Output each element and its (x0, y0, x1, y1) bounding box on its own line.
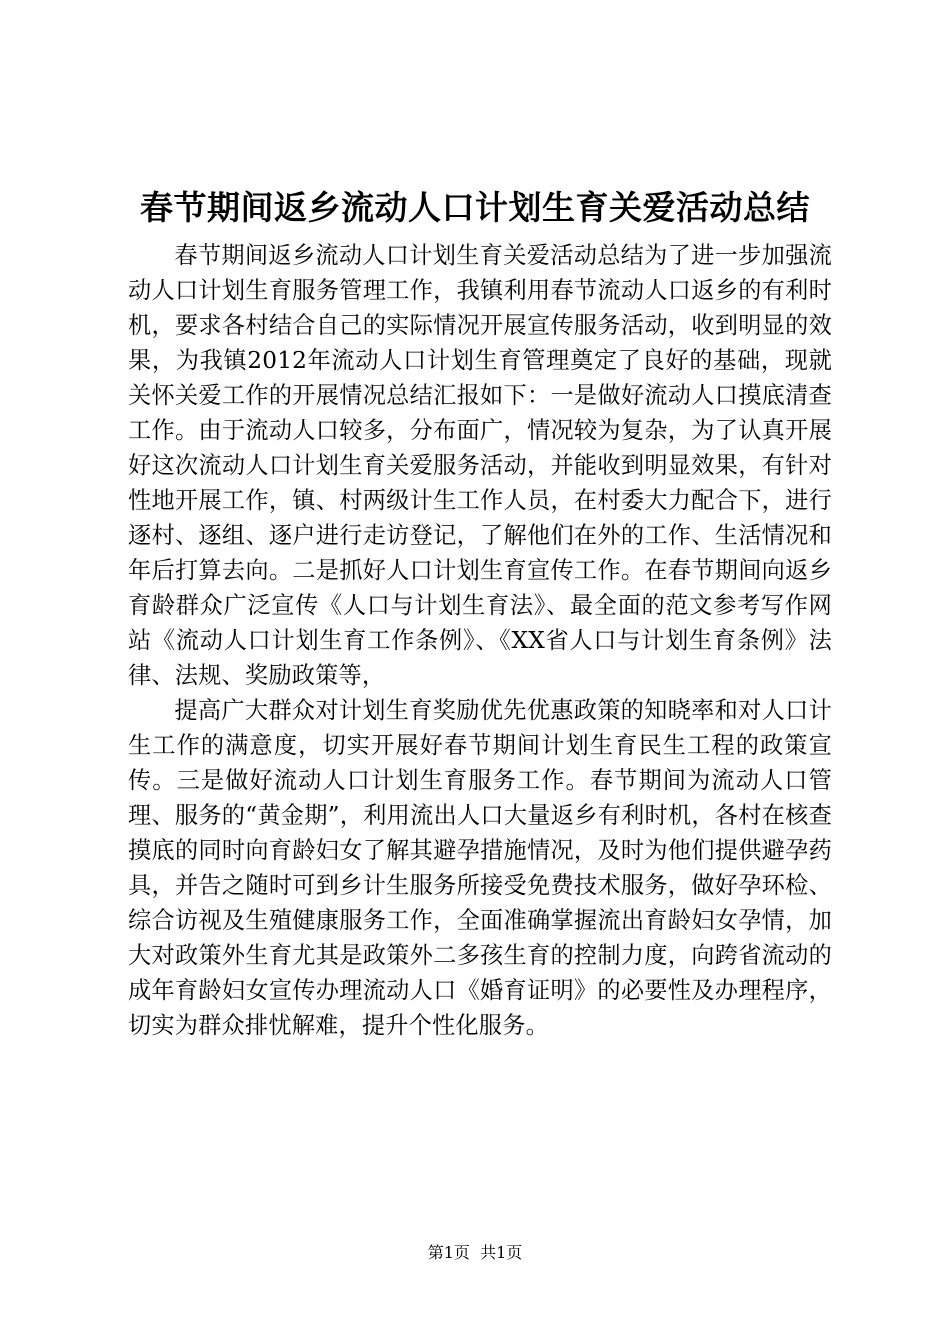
page-number: 第1页 共1页 (427, 1243, 523, 1262)
paragraph-2: 提高广大群众对计划生育奖励优先优惠政策的知晓率和对人口计生工作的满意度，切实开展好春节期间计划生育民生工程的政策宣传。三是做好流动人口计划生育服务工作。春节期间为流动人口管理、服务的“黄金期”，利用流出人口大量返乡有利时机，各村在核查摸底的同时向育龄妇女了解其避孕措施情况，及时为他们提供避孕药具，并告之随时可到乡计生服务所接受免费技术服务，做好孕环检、综合访视及生殖健康服务工作，全面准确掌握流出育龄妇女孕情，加大对政策外生育尤其是政策外二多孩生育的控制力度，向跨省流动的成年育龄妇女宣传办理流动人口《婚育证明》的必要性及办理程序，切实为群众排忧解难，提升个性化服务。 (128, 697, 832, 1039)
paragraph-1: 春节期间返乡流动人口计划生育关爱活动总结为了进一步加强流动人口计划生育服务管理工作，我镇利用春节流动人口返乡的有利时机，要求各村结合自己的实际情况开展宣传服务活动，收到明显的效果，为我镇2012年流动人口计划生育管理奠定了良好的基础，现就关怀关爱工作的开展情况总结汇报如下：一是做好流动人口摸底清查工作。由于流动人口较多，分布面广，情况较为复杂，为了认真开展好这次流动人口计划生育关爱服务活动，并能收到明显效果，有针对性地开展工作，镇、村两级计生工作人员，在村委大力配合下，进行逐村、逐组、逐户进行走访登记，了解他们在外的工作、生活情况和年后打算去向。二是抓好人口计划生育宣传工作。在春节期间向返乡育龄群众广泛宣传《人口与计划生育法》、最全面的范文参考写作网站《流动人口计划生育工作条例》、《XX省人口与计划生育条例》法律、法规、奖励政策等， (128, 242, 832, 689)
document-body (128, 238, 832, 1043)
document-title: 春节期间返乡流动人口计划生育关爱活动总结 (140, 188, 810, 227)
page-footer (0, 1242, 950, 1264)
